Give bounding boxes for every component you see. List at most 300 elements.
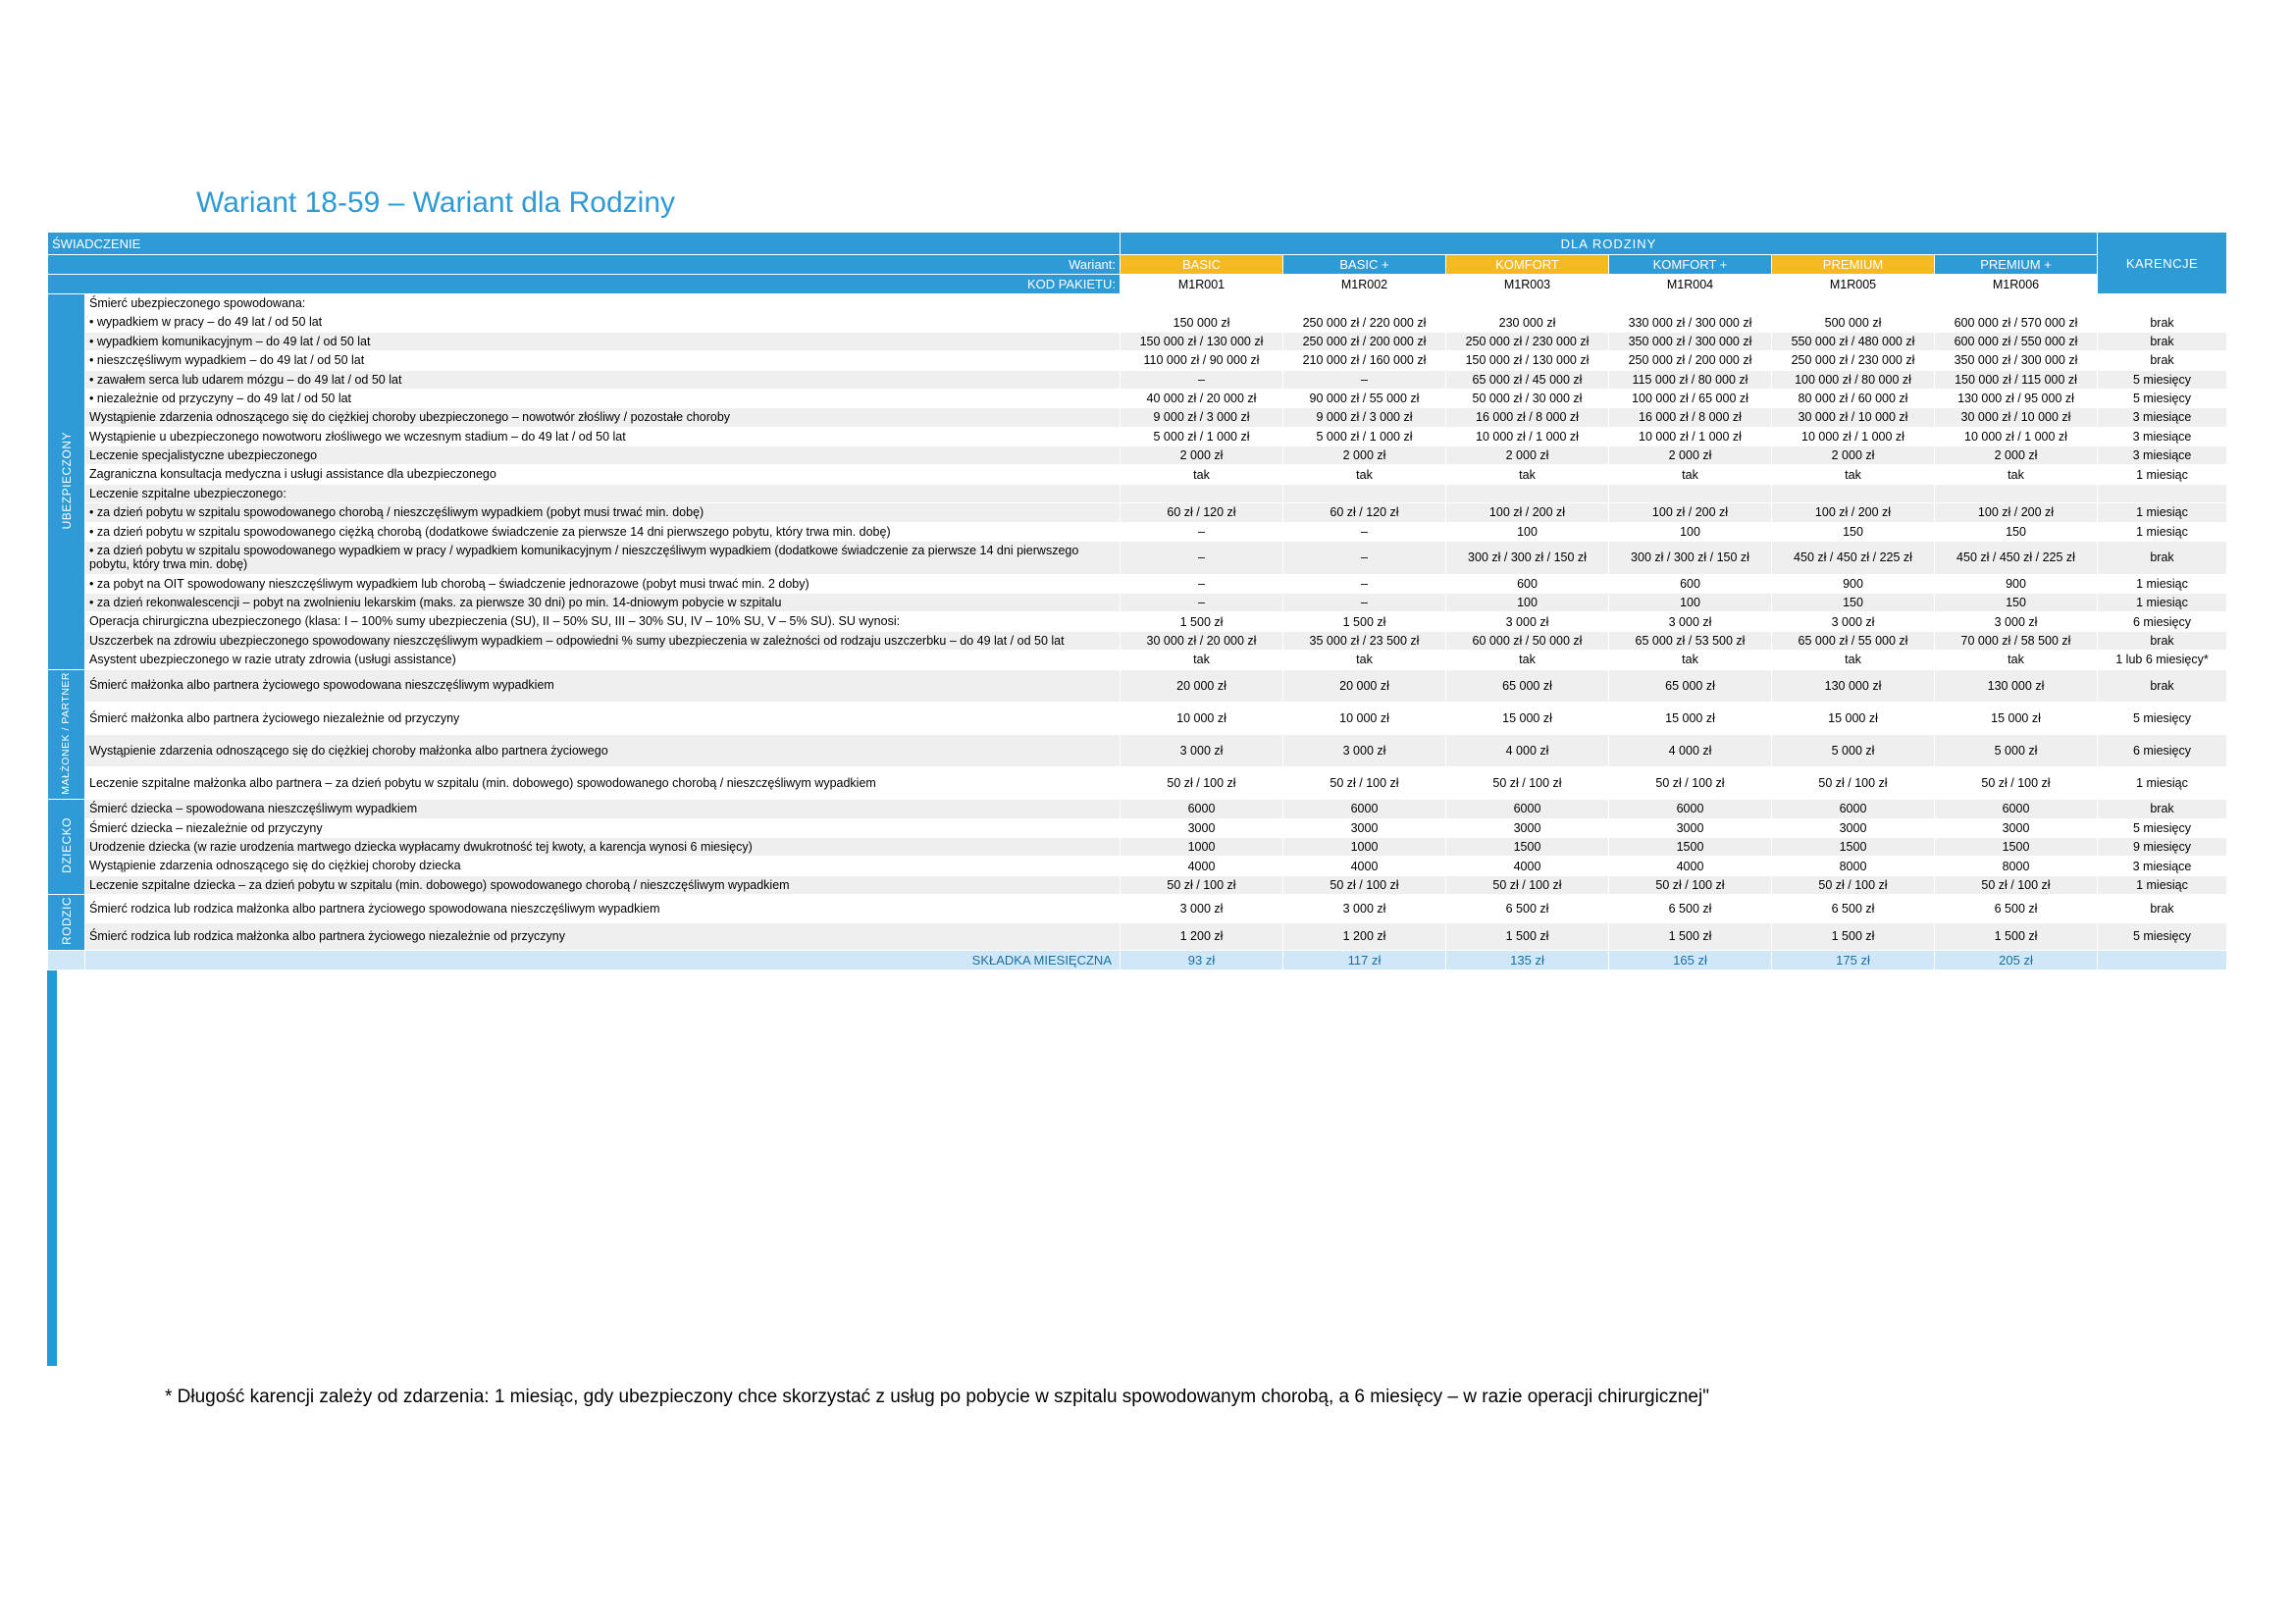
- benefit-description: Leczenie szpitalne ubezpieczonego:: [85, 484, 1121, 502]
- benefit-value-1: 1000: [1121, 837, 1283, 856]
- benefit-description: Śmierć małżonka albo partnera życiowego niezależnie od przyczyny: [85, 702, 1121, 734]
- benefit-karencja: [2098, 294, 2227, 313]
- benefits-table: [47, 232, 2227, 970]
- benefit-description: • za dzień pobytu w szpitalu spowodowanego ciężką chorobą (dodatkowe świadczenie za pierwsze 14 dni pierwszego pobytu, który trwa min. dobę): [85, 522, 1121, 541]
- benefit-karencja: 5 miesięcy: [2098, 702, 2227, 734]
- category-rodzic: RODZIC: [48, 895, 85, 951]
- benefit-value-3: 3000: [1446, 818, 1609, 837]
- package-code-2: M1R002: [1283, 275, 1446, 294]
- benefit-value-2: 6000: [1283, 800, 1446, 818]
- benefit-value-2: 10 000 zł: [1283, 702, 1446, 734]
- benefit-value-2: 4000: [1283, 857, 1446, 875]
- package-code-1: M1R001: [1121, 275, 1283, 294]
- benefit-value-2: 9 000 zł / 3 000 zł: [1283, 408, 1446, 427]
- benefit-value-4: 300 zł / 300 zł / 150 zł: [1609, 541, 1772, 574]
- benefit-value-5: 2 000 zł: [1772, 446, 1935, 465]
- table-row: [48, 669, 2227, 702]
- benefit-value-5: 10 000 zł / 1 000 zł: [1772, 427, 1935, 445]
- benefit-value-6: 30 000 zł / 10 000 zł: [1935, 408, 2098, 427]
- category-dziecko: DZIECKO: [48, 800, 85, 895]
- benefit-karencja: 1 lub 6 miesięcy*: [2098, 651, 2227, 669]
- benefit-value-1: 150 000 zł / 130 000 zł: [1121, 332, 1283, 350]
- benefit-value-2: 3 000 zł: [1283, 895, 1446, 923]
- benefit-value-6: 1500: [1935, 837, 2098, 856]
- benefit-value-1: 6000: [1121, 800, 1283, 818]
- benefit-karencja: 3 miesiące: [2098, 446, 2227, 465]
- benefit-karencja: brak: [2098, 895, 2227, 923]
- table-row: [48, 818, 2227, 837]
- benefit-karencja: 3 miesiące: [2098, 427, 2227, 445]
- benefit-description: Wystąpienie zdarzenia odnoszącego się do ciężkiej choroby dziecka: [85, 857, 1121, 875]
- benefit-value-1: 10 000 zł: [1121, 702, 1283, 734]
- benefit-karencja: brak: [2098, 332, 2227, 350]
- benefit-karencja: 1 miesiąc: [2098, 465, 2227, 484]
- benefit-value-1: 60 zł / 120 zł: [1121, 503, 1283, 522]
- benefit-description: • za dzień pobytu w szpitalu spowodowanego wypadkiem w pracy / wypadkiem komunikacyjnym / nieszczęśliwym wypadkiem (dodatkowe świadczenie za pierwsze 14 dni pierwszego pobytu, który trwa min. dobę): [85, 541, 1121, 574]
- benefit-value-1: –: [1121, 541, 1283, 574]
- table-row: [48, 875, 2227, 894]
- header-swiadczenie: ŚWIADCZENIE: [48, 233, 1121, 255]
- benefit-value-4: [1609, 294, 1772, 313]
- benefit-karencja: 9 miesięcy: [2098, 837, 2227, 856]
- benefit-value-3: 15 000 zł: [1446, 702, 1609, 734]
- benefit-value-6: 350 000 zł / 300 000 zł: [1935, 351, 2098, 370]
- benefit-value-1: 3000: [1121, 818, 1283, 837]
- benefit-value-2: 210 000 zł / 160 000 zł: [1283, 351, 1446, 370]
- benefit-value-5: 6000: [1772, 800, 1935, 818]
- benefit-description: • za dzień pobytu w szpitalu spowodowanego chorobą / nieszczęśliwym wypadkiem (pobyt musi trwać min. dobę): [85, 503, 1121, 522]
- benefit-value-3: 60 000 zł / 50 000 zł: [1446, 631, 1609, 650]
- benefit-value-2: 2 000 zł: [1283, 446, 1446, 465]
- benefit-value-3: 150 000 zł / 130 000 zł: [1446, 351, 1609, 370]
- benefit-value-3: 4 000 zł: [1446, 734, 1609, 766]
- benefit-value-1: 40 000 zł / 20 000 zł: [1121, 389, 1283, 407]
- benefit-value-6: 100 zł / 200 zł: [1935, 503, 2098, 522]
- premium-value-5: 175 zł: [1772, 951, 1935, 970]
- table-header-row-variants: [48, 255, 2227, 275]
- premium-value-3: 135 zł: [1446, 951, 1609, 970]
- table-header-row-1: [48, 233, 2227, 255]
- benefit-value-3: 65 000 zł / 45 000 zł: [1446, 370, 1609, 389]
- benefit-value-4: 15 000 zł: [1609, 702, 1772, 734]
- benefit-value-1: 9 000 zł / 3 000 zł: [1121, 408, 1283, 427]
- benefit-value-4: 350 000 zł / 300 000 zł: [1609, 332, 1772, 350]
- benefit-karencja: brak: [2098, 800, 2227, 818]
- table-row: [48, 427, 2227, 445]
- benefit-value-2: tak: [1283, 465, 1446, 484]
- benefit-description: Śmierć dziecka – spowodowana nieszczęśliwym wypadkiem: [85, 800, 1121, 818]
- benefit-value-6: 900: [1935, 574, 2098, 593]
- benefit-value-2: [1283, 294, 1446, 313]
- benefit-value-4: 250 000 zł / 200 000 zł: [1609, 351, 1772, 370]
- table-row: [48, 574, 2227, 593]
- benefit-value-2: 35 000 zł / 23 500 zł: [1283, 631, 1446, 650]
- benefit-value-3: tak: [1446, 651, 1609, 669]
- benefit-value-3: 1500: [1446, 837, 1609, 856]
- benefit-karencja: 1 miesiąc: [2098, 594, 2227, 612]
- benefit-description: Śmierć ubezpieczonego spowodowana:: [85, 294, 1121, 313]
- table-header-row-codes: [48, 275, 2227, 294]
- benefit-value-6: [1935, 294, 2098, 313]
- benefit-value-4: 1 500 zł: [1609, 922, 1772, 951]
- benefit-value-4: 100: [1609, 522, 1772, 541]
- benefit-value-3: 6000: [1446, 800, 1609, 818]
- benefit-value-2: 60 zł / 120 zł: [1283, 503, 1446, 522]
- table-row: [48, 767, 2227, 800]
- premium-label: SKŁADKA MIESIĘCZNA: [85, 951, 1121, 970]
- benefit-value-2: 1 500 zł: [1283, 612, 1446, 631]
- benefit-value-6: 130 000 zł: [1935, 669, 2098, 702]
- benefit-value-4: 16 000 zł / 8 000 zł: [1609, 408, 1772, 427]
- benefit-value-5: 100 zł / 200 zł: [1772, 503, 1935, 522]
- benefit-value-5: 3 000 zł: [1772, 612, 1935, 631]
- benefit-value-6: 50 zł / 100 zł: [1935, 767, 2098, 800]
- benefit-value-3: 600: [1446, 574, 1609, 593]
- label-wariant: Wariant:: [48, 255, 1121, 275]
- benefit-value-1: 2 000 zł: [1121, 446, 1283, 465]
- benefit-value-3: 16 000 zł / 8 000 zł: [1446, 408, 1609, 427]
- benefit-value-4: 100 000 zł / 65 000 zł: [1609, 389, 1772, 407]
- benefit-value-2: 250 000 zł / 200 000 zł: [1283, 332, 1446, 350]
- benefit-value-2: 50 zł / 100 zł: [1283, 875, 1446, 894]
- benefit-value-1: –: [1121, 574, 1283, 593]
- benefit-value-5: 900: [1772, 574, 1935, 593]
- benefit-value-5: tak: [1772, 651, 1935, 669]
- benefit-value-6: 8000: [1935, 857, 2098, 875]
- benefit-value-3: 50 zł / 100 zł: [1446, 767, 1609, 800]
- benefit-description: Zagraniczna konsultacja medyczna i usługi assistance dla ubezpieczonego: [85, 465, 1121, 484]
- table-row: [48, 389, 2227, 407]
- table-row: [48, 465, 2227, 484]
- category-malzonek: MAŁŻONEK / PARTNER: [48, 669, 85, 800]
- category-ubezpieczony: UBEZPIECZONY: [48, 294, 85, 670]
- benefit-value-6: 15 000 zł: [1935, 702, 2098, 734]
- benefit-value-5: [1772, 294, 1935, 313]
- benefit-value-2: [1283, 484, 1446, 502]
- benefit-value-4: 115 000 zł / 80 000 zł: [1609, 370, 1772, 389]
- benefit-value-1: [1121, 484, 1283, 502]
- benefit-value-5: tak: [1772, 465, 1935, 484]
- benefit-value-3: 100 zł / 200 zł: [1446, 503, 1609, 522]
- benefit-value-1: –: [1121, 594, 1283, 612]
- benefit-karencja: 5 miesięcy: [2098, 370, 2227, 389]
- benefit-value-1: 4000: [1121, 857, 1283, 875]
- benefit-value-6: 150: [1935, 594, 2098, 612]
- benefit-description: Uszczerbek na zdrowiu ubezpieczonego spowodowany nieszczęśliwym wypadkiem – odpowiedni % sumy ubezpieczenia w zależności od rodzaju uszczerbku – do 49 lat / od 50 lat: [85, 631, 1121, 650]
- package-code-3: M1R003: [1446, 275, 1609, 294]
- benefit-value-4: 6 500 zł: [1609, 895, 1772, 923]
- benefit-value-2: –: [1283, 370, 1446, 389]
- benefit-karencja: brak: [2098, 351, 2227, 370]
- footnote: * Długość karencji zależy od zdarzenia: 1 miesiąc, gdy ubezpieczony chce skorzystać z usług po pobycie w szpitalu spowodowanym chorobą, a 6 miesięcy – w razie operacji chirurgicznej": [165, 1387, 1709, 1407]
- benefit-value-1: tak: [1121, 651, 1283, 669]
- benefit-value-1: tak: [1121, 465, 1283, 484]
- benefit-value-1: 50 zł / 100 zł: [1121, 767, 1283, 800]
- benefit-karencja: 1 miesiąc: [2098, 574, 2227, 593]
- benefit-value-4: tak: [1609, 651, 1772, 669]
- benefit-value-2: tak: [1283, 651, 1446, 669]
- benefit-value-1: 150 000 zł: [1121, 313, 1283, 332]
- benefit-value-3: 6 500 zł: [1446, 895, 1609, 923]
- benefit-value-4: 100: [1609, 594, 1772, 612]
- benefit-value-6: [1935, 484, 2098, 502]
- benefit-value-6: 2 000 zł: [1935, 446, 2098, 465]
- benefit-value-5: 6 500 zł: [1772, 895, 1935, 923]
- benefit-karencja: 1 miesiąc: [2098, 522, 2227, 541]
- benefit-description: Wystąpienie u ubezpieczonego nowotworu złośliwego we wczesnym stadium – do 49 lat / od 50 lat: [85, 427, 1121, 445]
- benefit-value-2: –: [1283, 541, 1446, 574]
- benefit-karencja: 5 miesięcy: [2098, 389, 2227, 407]
- header-dla-rodziny: DLA RODZINY: [1121, 233, 2098, 255]
- benefit-value-3: 65 000 zł: [1446, 669, 1609, 702]
- benefit-value-1: 30 000 zł / 20 000 zł: [1121, 631, 1283, 650]
- benefit-value-5: 550 000 zł / 480 000 zł: [1772, 332, 1935, 350]
- benefit-value-4: 10 000 zł / 1 000 zł: [1609, 427, 1772, 445]
- table-row: [48, 837, 2227, 856]
- benefit-value-5: 15 000 zł: [1772, 702, 1935, 734]
- benefit-description: • zawałem serca lub udarem mózgu – do 49 lat / od 50 lat: [85, 370, 1121, 389]
- package-code-4: M1R004: [1609, 275, 1772, 294]
- benefit-karencja: 1 miesiąc: [2098, 875, 2227, 894]
- benefit-value-6: 600 000 zł / 570 000 zł: [1935, 313, 2098, 332]
- premium-value-6: 205 zł: [1935, 951, 2098, 970]
- benefit-value-2: –: [1283, 574, 1446, 593]
- benefit-description: Asystent ubezpieczonego w razie utraty zdrowia (usługi assistance): [85, 651, 1121, 669]
- benefit-value-4: 2 000 zł: [1609, 446, 1772, 465]
- benefit-value-1: 1 500 zł: [1121, 612, 1283, 631]
- table-row: [48, 351, 2227, 370]
- benefit-description: Wystąpienie zdarzenia odnoszącego się do ciężkiej choroby ubezpieczonego – nowotwór złośliwy / pozostałe choroby: [85, 408, 1121, 427]
- table-row: [48, 370, 2227, 389]
- benefit-value-5: 1500: [1772, 837, 1935, 856]
- benefit-karencja: 1 miesiąc: [2098, 503, 2227, 522]
- benefit-value-4: 65 000 zł / 53 500 zł: [1609, 631, 1772, 650]
- benefit-value-3: 50 000 zł / 30 000 zł: [1446, 389, 1609, 407]
- benefit-value-2: 20 000 zł: [1283, 669, 1446, 702]
- benefit-value-5: 80 000 zł / 60 000 zł: [1772, 389, 1935, 407]
- benefit-value-4: 50 zł / 100 zł: [1609, 875, 1772, 894]
- benefit-value-6: 3 000 zł: [1935, 612, 2098, 631]
- benefit-value-2: 5 000 zł / 1 000 zł: [1283, 427, 1446, 445]
- premium-karencja: [2098, 951, 2227, 970]
- table-row: [48, 800, 2227, 818]
- benefit-value-1: –: [1121, 522, 1283, 541]
- benefit-value-6: 150: [1935, 522, 2098, 541]
- benefit-value-5: [1772, 484, 1935, 502]
- benefit-value-1: 5 000 zł / 1 000 zł: [1121, 427, 1283, 445]
- table-row: [48, 631, 2227, 650]
- benefit-value-6: 130 000 zł / 95 000 zł: [1935, 389, 2098, 407]
- benefit-value-2: –: [1283, 594, 1446, 612]
- benefit-value-2: 1000: [1283, 837, 1446, 856]
- table-row: [48, 313, 2227, 332]
- benefit-value-1: 3 000 zł: [1121, 895, 1283, 923]
- benefit-karencja: brak: [2098, 541, 2227, 574]
- label-kod-pakietu: KOD PAKIETU:: [48, 275, 1121, 294]
- table-row: [48, 408, 2227, 427]
- benefit-value-6: tak: [1935, 465, 2098, 484]
- benefit-karencja: [2098, 484, 2227, 502]
- benefit-value-6: 10 000 zł / 1 000 zł: [1935, 427, 2098, 445]
- table-row: [48, 651, 2227, 669]
- benefit-description: Śmierć rodzica lub rodzica małżonka albo partnera życiowego niezależnie od przyczyny: [85, 922, 1121, 951]
- benefit-description: • wypadkiem komunikacyjnym – do 49 lat / od 50 lat: [85, 332, 1121, 350]
- benefit-value-6: 70 000 zł / 58 500 zł: [1935, 631, 2098, 650]
- benefit-value-3: 10 000 zł / 1 000 zł: [1446, 427, 1609, 445]
- benefit-value-1: 1 200 zł: [1121, 922, 1283, 951]
- benefit-value-3: tak: [1446, 465, 1609, 484]
- benefit-description: Urodzenie dziecka (w razie urodzenia martwego dziecka wypłacamy dwukrotność tej kwoty, a karencja wynosi 6 miesięcy): [85, 837, 1121, 856]
- variant-header-2: BASIC +: [1283, 255, 1446, 275]
- benefit-value-4: tak: [1609, 465, 1772, 484]
- benefit-value-3: 1 500 zł: [1446, 922, 1609, 951]
- benefit-description: Śmierć małżonka albo partnera życiowego spowodowana nieszczęśliwym wypadkiem: [85, 669, 1121, 702]
- benefit-value-4: 6000: [1609, 800, 1772, 818]
- benefit-value-3: [1446, 294, 1609, 313]
- benefit-description: Leczenie szpitalne dziecka – za dzień pobytu w szpitalu (min. dobowego) spowodowanego chorobą / nieszczęśliwym wypadkiem: [85, 875, 1121, 894]
- benefit-description: • nieszczęśliwym wypadkiem – do 49 lat / od 50 lat: [85, 351, 1121, 370]
- table-row: [48, 484, 2227, 502]
- benefit-karencja: 3 miesiące: [2098, 857, 2227, 875]
- benefit-value-5: 100 000 zł / 80 000 zł: [1772, 370, 1935, 389]
- table-row: [48, 446, 2227, 465]
- benefit-value-3: 2 000 zł: [1446, 446, 1609, 465]
- benefit-value-4: 600: [1609, 574, 1772, 593]
- package-code-5: M1R005: [1772, 275, 1935, 294]
- benefit-value-4: 50 zł / 100 zł: [1609, 767, 1772, 800]
- variant-header-4: KOMFORT +: [1609, 255, 1772, 275]
- page-title: Wariant 18-59 – Wariant dla Rodziny: [196, 186, 675, 219]
- benefit-value-5: 50 zł / 100 zł: [1772, 875, 1935, 894]
- header-karencje: KARENCJE: [2098, 233, 2227, 294]
- premium-value-2: 117 zł: [1283, 951, 1446, 970]
- benefit-value-1: –: [1121, 370, 1283, 389]
- benefit-value-5: 150: [1772, 594, 1935, 612]
- table-row: [48, 294, 2227, 313]
- benefit-value-2: 90 000 zł / 55 000 zł: [1283, 389, 1446, 407]
- benefit-value-2: 3000: [1283, 818, 1446, 837]
- benefit-value-4: 330 000 zł / 300 000 zł: [1609, 313, 1772, 332]
- benefit-value-2: 3 000 zł: [1283, 734, 1446, 766]
- table-row: [48, 612, 2227, 631]
- benefit-value-1: 110 000 zł / 90 000 zł: [1121, 351, 1283, 370]
- premium-value-4: 165 zł: [1609, 951, 1772, 970]
- benefit-description: Śmierć dziecka – niezależnie od przyczyny: [85, 818, 1121, 837]
- variant-header-3: KOMFORT: [1446, 255, 1609, 275]
- benefit-karencja: 5 miesięcy: [2098, 818, 2227, 837]
- benefit-description: Leczenie szpitalne małżonka albo partnera – za dzień pobytu w szpitalu (min. dobowego) spowodowanego chorobą / nieszczęśliwym wypadkiem: [85, 767, 1121, 800]
- variant-header-6: PREMIUM +: [1935, 255, 2098, 275]
- package-code-6: M1R006: [1935, 275, 2098, 294]
- table-row: [48, 857, 2227, 875]
- table-row: [48, 702, 2227, 734]
- benefit-value-5: 30 000 zł / 10 000 zł: [1772, 408, 1935, 427]
- benefit-value-4: 4 000 zł: [1609, 734, 1772, 766]
- table-row: [48, 522, 2227, 541]
- benefit-value-3: 3 000 zł: [1446, 612, 1609, 631]
- benefit-value-1: 50 zł / 100 zł: [1121, 875, 1283, 894]
- benefit-value-3: 4000: [1446, 857, 1609, 875]
- benefit-value-3: 100: [1446, 522, 1609, 541]
- benefit-value-5: 65 000 zł / 55 000 zł: [1772, 631, 1935, 650]
- benefit-value-1: [1121, 294, 1283, 313]
- benefit-value-2: 50 zł / 100 zł: [1283, 767, 1446, 800]
- benefit-value-5: 8000: [1772, 857, 1935, 875]
- variant-header-5: PREMIUM: [1772, 255, 1935, 275]
- table-row: [48, 332, 2227, 350]
- benefit-karencja: brak: [2098, 313, 2227, 332]
- benefit-value-4: [1609, 484, 1772, 502]
- benefit-description: • wypadkiem w pracy – do 49 lat / od 50 lat: [85, 313, 1121, 332]
- benefit-value-5: 1 500 zł: [1772, 922, 1935, 951]
- benefit-value-2: –: [1283, 522, 1446, 541]
- benefit-value-5: 250 000 zł / 230 000 zł: [1772, 351, 1935, 370]
- benefit-description: Leczenie specjalistyczne ubezpieczonego: [85, 446, 1121, 465]
- benefit-value-6: 6000: [1935, 800, 2098, 818]
- benefit-description: • niezależnie od przyczyny – do 49 lat / od 50 lat: [85, 389, 1121, 407]
- benefit-karencja: 1 miesiąc: [2098, 767, 2227, 800]
- benefit-karencja: 5 miesięcy: [2098, 922, 2227, 951]
- benefit-value-2: 250 000 zł / 220 000 zł: [1283, 313, 1446, 332]
- benefit-description: Operacja chirurgiczna ubezpieczonego (klasa: I – 100% sumy ubezpieczenia (SU), II – 50% SU, III – 30% SU, IV – 10% SU, V – 5% SU). SU wynosi:: [85, 612, 1121, 631]
- benefit-description: Wystąpienie zdarzenia odnoszącego się do ciężkiej choroby małżonka albo partnera życiowego: [85, 734, 1121, 766]
- benefit-value-4: 1500: [1609, 837, 1772, 856]
- benefit-value-4: 4000: [1609, 857, 1772, 875]
- benefit-value-6: 3000: [1935, 818, 2098, 837]
- premium-spacer: [48, 951, 85, 970]
- benefit-value-6: 450 zł / 450 zł / 225 zł: [1935, 541, 2098, 574]
- benefit-value-3: [1446, 484, 1609, 502]
- benefit-value-3: 100: [1446, 594, 1609, 612]
- benefit-value-5: 130 000 zł: [1772, 669, 1935, 702]
- benefit-value-3: 300 zł / 300 zł / 150 zł: [1446, 541, 1609, 574]
- variant-header-1: BASIC: [1121, 255, 1283, 275]
- benefit-value-5: 50 zł / 100 zł: [1772, 767, 1935, 800]
- benefit-karencja: 3 miesiące: [2098, 408, 2227, 427]
- benefit-value-6: 50 zł / 100 zł: [1935, 875, 2098, 894]
- benefit-value-6: 600 000 zł / 550 000 zł: [1935, 332, 2098, 350]
- benefit-value-4: 100 zł / 200 zł: [1609, 503, 1772, 522]
- benefit-value-5: 500 000 zł: [1772, 313, 1935, 332]
- table-row: [48, 734, 2227, 766]
- benefit-value-1: 3 000 zł: [1121, 734, 1283, 766]
- benefit-karencja: 6 miesięcy: [2098, 612, 2227, 631]
- benefit-value-5: 150: [1772, 522, 1935, 541]
- benefit-value-6: 6 500 zł: [1935, 895, 2098, 923]
- benefit-value-3: 50 zł / 100 zł: [1446, 875, 1609, 894]
- benefit-description: • za dzień rekonwalescencji – pobyt na zwolnieniu lekarskim (maks. za pierwsze 30 dni) po min. 14-dniowym pobycie w szpitalu: [85, 594, 1121, 612]
- table-row: [48, 922, 2227, 951]
- benefit-value-6: tak: [1935, 651, 2098, 669]
- table-row: [48, 895, 2227, 923]
- benefit-value-5: 3000: [1772, 818, 1935, 837]
- premium-row: [48, 951, 2227, 970]
- benefit-value-4: 3000: [1609, 818, 1772, 837]
- benefit-value-2: 1 200 zł: [1283, 922, 1446, 951]
- premium-value-1: 93 zł: [1121, 951, 1283, 970]
- benefit-value-6: 1 500 zł: [1935, 922, 2098, 951]
- benefit-value-6: 5 000 zł: [1935, 734, 2098, 766]
- benefit-karencja: brak: [2098, 631, 2227, 650]
- benefit-description: • za pobyt na OIT spowodowany nieszczęśliwym wypadkiem lub chorobą – świadczenie jednorazowe (pobyt musi trwać min. 2 doby): [85, 574, 1121, 593]
- benefit-karencja: brak: [2098, 669, 2227, 702]
- benefit-value-5: 5 000 zł: [1772, 734, 1935, 766]
- benefit-value-5: 450 zł / 450 zł / 225 zł: [1772, 541, 1935, 574]
- benefit-value-1: 20 000 zł: [1121, 669, 1283, 702]
- benefit-value-4: 65 000 zł: [1609, 669, 1772, 702]
- table-row: [48, 541, 2227, 574]
- benefit-value-4: 3 000 zł: [1609, 612, 1772, 631]
